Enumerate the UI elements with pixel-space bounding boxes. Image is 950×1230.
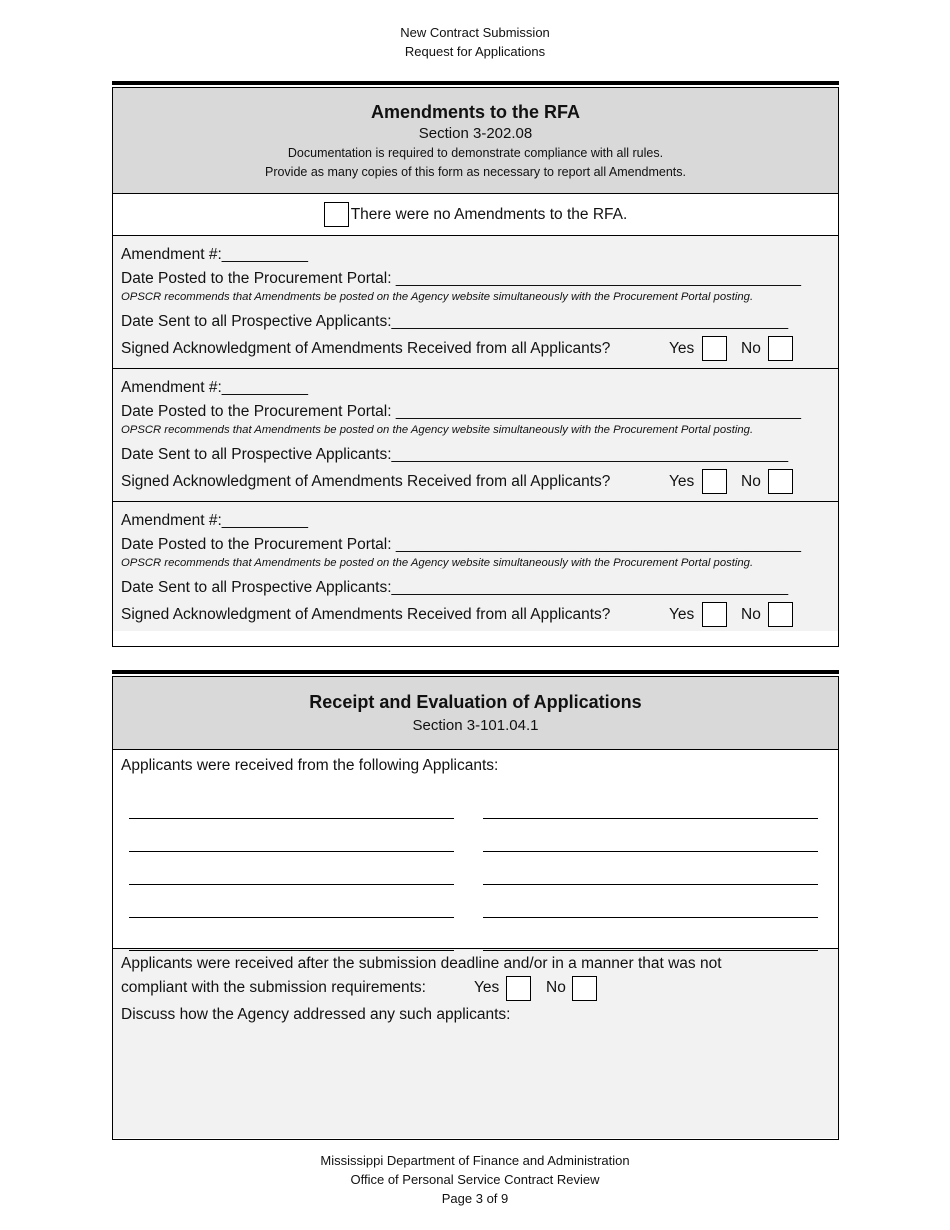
applicant-name-line[interactable] [483,786,818,819]
recommendation-note: OPSCR recommends that Amendments be posted on the Agency website simultaneously with the Procurement Portal posting. [121,424,754,436]
amendments-title: Amendments to the RFA [370,102,580,122]
amendments-note-2: Provide as many copies of this form as necessary to report all Amendments. [264,165,687,179]
applicants-list-area [113,750,838,949]
signed-acknowledgment-row [113,468,838,495]
late-yes-label: Yes [474,979,500,996]
applicant-name-line[interactable] [129,819,454,852]
applicant-name-line[interactable] [483,885,818,918]
date-sent-field[interactable]: Date Sent to all Prospective Applicants:______________________________________________ [121,579,789,596]
footer-line-1: Mississippi Department of Finance and Administration [320,1153,630,1168]
header-line-2: Request for Applications [404,44,546,59]
late-no-checkbox-wrap [572,976,597,1001]
date-sent-field[interactable]: Date Sent to all Prospective Applicants:______________________________________________ [121,313,789,330]
amendments-section [112,87,839,647]
amendment-entry [113,235,838,368]
section-divider [112,81,839,85]
date-posted-field[interactable]: Date Posted to the Procurement Portal: _______________________________________________ [121,536,801,553]
signed-acknowledgment-label: Signed Acknowledgment of Amendments Received from all Applicants? [121,473,611,490]
page-number: Page 3 of 9 [441,1191,509,1206]
no-checkbox-wrap [768,601,793,628]
received-label: Applicants were received from the following Applicants: [121,757,499,774]
applicant-name-line[interactable] [483,852,818,885]
section-divider [112,670,839,674]
receipt-section [112,676,839,1140]
footer-line-2: Office of Personal Service Contract Review [350,1172,600,1187]
yes-checkbox-wrap [702,601,727,628]
no-checkbox[interactable] [768,469,793,494]
late-no-checkbox[interactable] [572,976,597,1001]
receipt-section-number: Section 3-101.04.1 [412,717,539,734]
yes-checkbox-wrap [702,468,727,495]
signed-acknowledgment-row [113,601,838,628]
receipt-header [113,677,838,750]
late-line-1: Applicants were received after the submission deadline and/or in a manner that was not [121,955,722,972]
late-applications-area [113,949,838,1138]
page-header [0,23,950,61]
amendments-note-1: Documentation is required to demonstrate compliance with all rules. [287,146,664,160]
no-label: No [741,606,761,623]
no-label: No [741,340,761,357]
applicant-column-right [483,786,818,951]
discuss-label: Discuss how the Agency addressed any such applicants: [121,1006,511,1023]
header-line-1: New Contract Submission [400,25,550,40]
late-no-label: No [546,979,566,996]
date-posted-field[interactable]: Date Posted to the Procurement Portal: _______________________________________________ [121,270,801,287]
late-yes-checkbox[interactable] [506,976,531,1001]
yes-checkbox[interactable] [702,602,727,627]
amendment-entry [113,501,838,631]
amendments-section-number: Section 3-202.08 [418,125,533,142]
receipt-title: Receipt and Evaluation of Applications [309,692,642,712]
no-label: No [741,473,761,490]
yes-checkbox[interactable] [702,469,727,494]
yes-label: Yes [669,473,695,490]
recommendation-note: OPSCR recommends that Amendments be posted on the Agency website simultaneously with the Procurement Portal posting. [121,557,754,569]
signed-acknowledgment-row [113,335,838,362]
no-checkbox[interactable] [768,602,793,627]
no-checkbox-wrap [768,335,793,362]
applicant-name-line[interactable] [483,819,818,852]
no-amendments-row [113,194,838,235]
applicant-name-line[interactable] [483,918,818,951]
no-amendments-checkbox[interactable] [324,202,349,227]
applicant-name-line[interactable] [129,852,454,885]
yes-label: Yes [669,606,695,623]
recommendation-note: OPSCR recommends that Amendments be posted on the Agency website simultaneously with the Procurement Portal posting. [121,291,754,303]
yes-label: Yes [669,340,695,357]
amendment-number-field[interactable]: Amendment #:__________ [121,246,309,263]
no-amendments-label: There were no Amendments to the RFA. [350,206,628,223]
no-checkbox-wrap [768,468,793,495]
applicant-name-line[interactable] [129,918,454,951]
late-compliance-row [113,976,838,1002]
signed-acknowledgment-label: Signed Acknowledgment of Amendments Received from all Applicants? [121,606,611,623]
yes-checkbox[interactable] [702,336,727,361]
applicant-name-line[interactable] [129,786,454,819]
amendment-number-field[interactable]: Amendment #:__________ [121,512,309,529]
no-checkbox[interactable] [768,336,793,361]
applicant-lines [113,776,838,951]
amendments-header [113,88,838,194]
page-footer [0,1151,950,1208]
late-yes-checkbox-wrap [506,976,531,1001]
applicant-column-left [129,786,454,951]
applicant-name-line[interactable] [129,885,454,918]
late-line-2: compliant with the submission requirements: [121,979,426,996]
date-sent-field[interactable]: Date Sent to all Prospective Applicants:______________________________________________ [121,446,789,463]
amendment-number-field[interactable]: Amendment #:__________ [121,379,309,396]
amendment-entry [113,368,838,501]
date-posted-field[interactable]: Date Posted to the Procurement Portal: _______________________________________________ [121,403,801,420]
yes-checkbox-wrap [702,335,727,362]
signed-acknowledgment-label: Signed Acknowledgment of Amendments Received from all Applicants? [121,340,611,357]
